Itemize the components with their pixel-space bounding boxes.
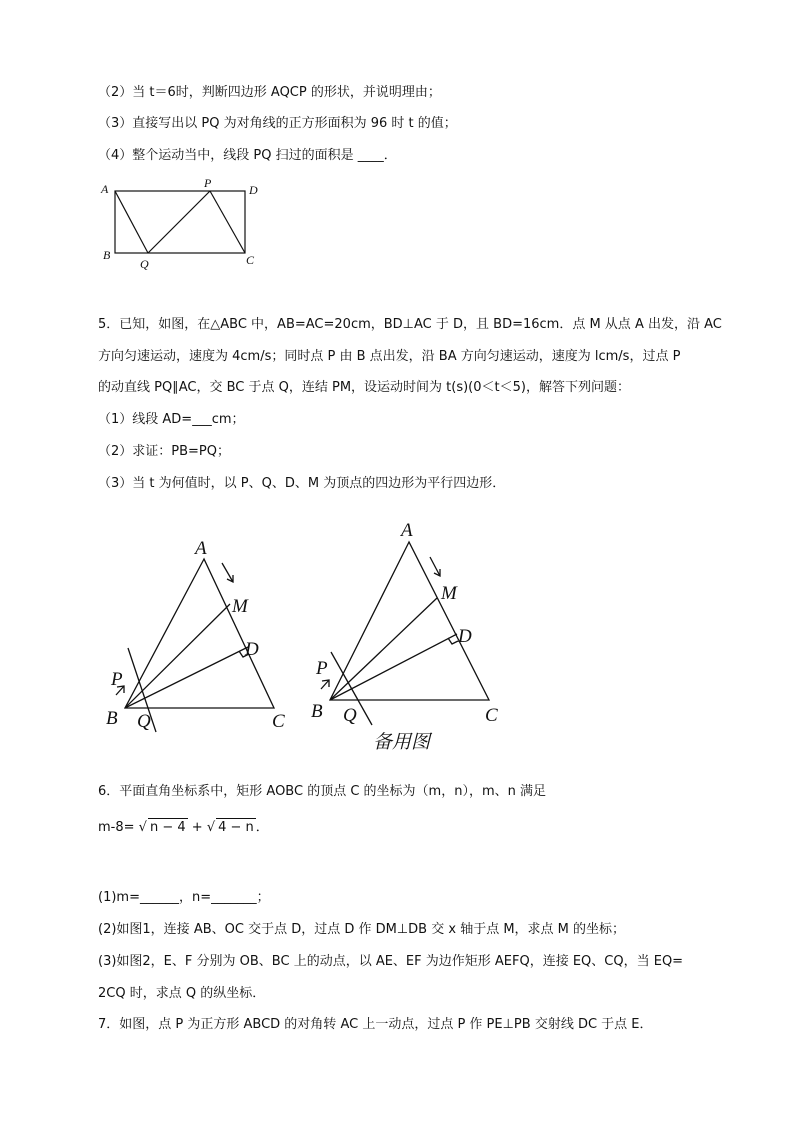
label-p: P	[111, 669, 123, 690]
segment-pc	[210, 191, 245, 253]
label-b: B	[311, 701, 323, 722]
label-d: D	[458, 626, 472, 647]
p4-rectangle-figure	[98, 176, 268, 272]
p5-statement-line-3: 的动直线 PQ∥AC，交 BC 于点 Q，连结 PM，设运动时间为 t(s)(0＜t＜5)，解答下列问题：	[98, 380, 630, 395]
p6-statement-line-1: 6．平面直角坐标系中，矩形 AOBC 的顶点 C 的坐标为（m，n），m、n 满足	[98, 784, 546, 799]
right-angle-mark	[448, 638, 458, 644]
radicand-2: 4 − n	[218, 820, 254, 835]
p6-equation	[98, 818, 269, 837]
segment-qp	[148, 191, 210, 253]
p6-question-2: (2)如图1，连接 AB、OC 交于点 D，过点 D 作 DM⊥DB 交 x 轴于点 M，求点 M 的坐标；	[98, 922, 626, 937]
label-b: B	[106, 708, 118, 729]
label-q: Q	[343, 705, 357, 726]
p6-question-3b: 2CQ 时，求点 Q 的纵坐标．	[98, 986, 266, 1001]
figure-caption: 备用图	[373, 732, 431, 753]
label-q: Q	[140, 257, 149, 271]
segment-pm	[330, 598, 437, 700]
segment-aq	[115, 191, 148, 253]
p5-statement-line-2: 方向匀速运动，速度为 4cm/s；同时点 P 由 B 点出发，沿 BA 方向匀速运动，速度为 lcm/s，过点 P	[98, 349, 681, 364]
p6-question-3a: (3)如图2，E、F 分别为 OB、BC 上的动点，以 AE、EF 为边作矩形 AEFQ，连接 EQ、CQ，当 EQ=	[98, 954, 684, 969]
label-q: Q	[137, 711, 151, 732]
sqrt-sign: √	[206, 820, 216, 835]
p5-statement-line-1: 5．已知，如图，在△ABC 中，AB=AC=20cm，BD⊥AC 于 D，且 BD=16cm．点 M 从点 A 出发，沿 AC	[98, 317, 722, 332]
rectangle-abcd	[115, 191, 245, 253]
label-a: A	[101, 182, 109, 196]
segment-pm	[125, 604, 230, 708]
label-d: D	[245, 639, 259, 660]
p5-spare-figure	[305, 512, 515, 757]
triangle-abc	[330, 542, 489, 700]
p5-question-1: （1）线段 AD=___cm；	[98, 412, 245, 427]
label-m: M	[441, 583, 457, 604]
plus-sign: +	[191, 820, 203, 835]
label-c: C	[246, 253, 255, 267]
segment-bd	[125, 647, 248, 708]
label-a: A	[401, 520, 413, 541]
p5-question-2: （2）求证：PB=PQ；	[98, 444, 230, 459]
label-p: P	[204, 176, 212, 190]
p5-question-3: （3）当 t 为何值时，以 P、Q、D、M 为顶点的四边形为平行四边形．	[98, 476, 506, 491]
label-p: P	[316, 658, 328, 679]
label-b: B	[103, 248, 111, 262]
segment-bd	[330, 634, 457, 700]
label-c: C	[485, 705, 498, 726]
equation-suffix: ．	[255, 820, 269, 835]
p4-question-4: （4）整个运动当中，线段 PQ 扫过的面积是 ____．	[98, 148, 397, 163]
sqrt-sign: √	[138, 820, 147, 835]
p4-question-2: （2）当 t＝6时，判断四边形 AQCP 的形状，并说明理由；	[98, 85, 441, 100]
label-a: A	[195, 538, 207, 559]
p7-statement-line-1: 7．如图，点 P 为正方形 ABCD 的对角转 AC 上一动点，过点 P 作 PE⊥PB 交射线 DC 于点 E．	[98, 1017, 653, 1032]
p6-question-1: (1)m=______，n=_______；	[98, 890, 270, 905]
label-d: D	[249, 183, 258, 197]
p4-question-3: （3）直接写出以 PQ 为对角线的正方形面积为 96 时 t 的值；	[98, 116, 457, 131]
p5-triangle-figure	[98, 530, 298, 740]
equation-prefix: m-8=	[98, 820, 135, 835]
label-m: M	[232, 596, 248, 617]
label-c: C	[272, 711, 285, 732]
radicand-1: n − 4	[149, 820, 186, 835]
